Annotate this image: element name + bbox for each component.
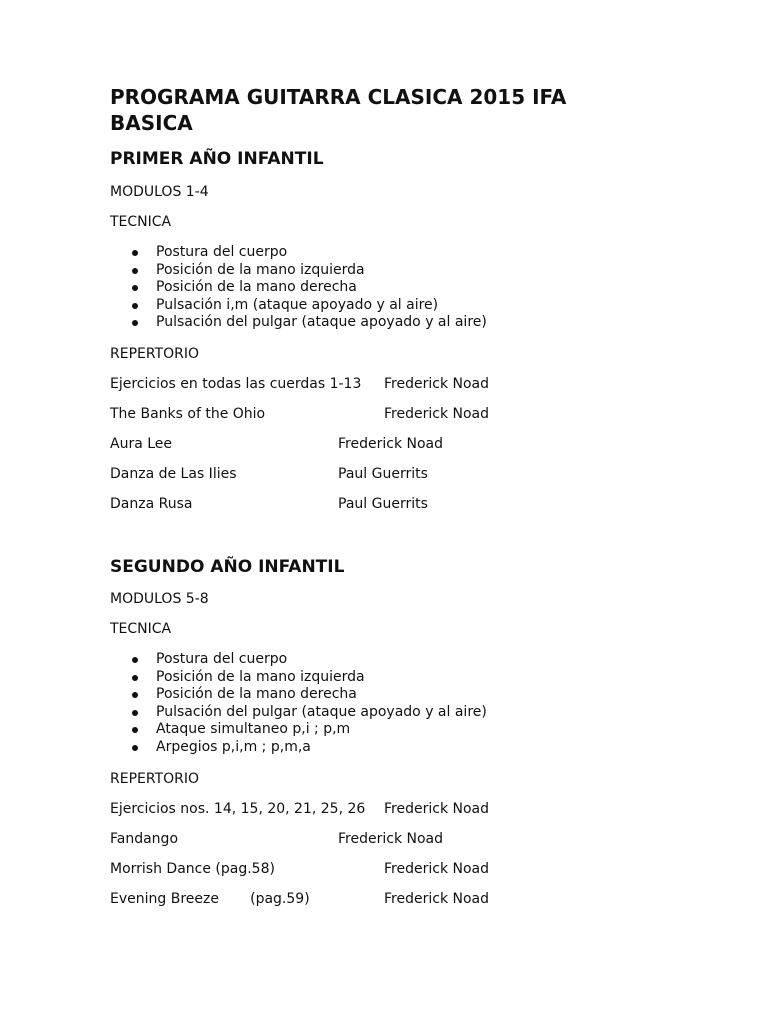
work-title: Aura Lee [110, 436, 173, 452]
work-title: Evening Breeze (pag.59) [110, 891, 310, 907]
bullet-icon [132, 320, 138, 326]
composer-name: Frederick Noad [384, 376, 489, 392]
composer-name: Frederick Noad [384, 861, 489, 877]
repertorio-row [110, 495, 670, 513]
composer-name: Frederick Noad [384, 406, 489, 422]
bullet-icon [132, 710, 138, 716]
work-title: The Banks of the Ohio [110, 406, 266, 422]
repertorio-row [110, 465, 670, 483]
repertorio-label: REPERTORIO [110, 771, 200, 787]
list-item: Arpegios p,i,m ; p,m,a [110, 739, 487, 757]
bullet-icon [132, 745, 138, 751]
work-title: Danza de Las Ilies [110, 466, 237, 482]
list-item: Posición de la mano derecha [110, 686, 487, 704]
tecnica-list [110, 244, 487, 332]
composer-name: Frederick Noad [384, 801, 489, 817]
list-item: Posición de la mano izquierda [110, 262, 487, 280]
repertorio-row [110, 830, 670, 848]
composer-name: Frederick Noad [338, 436, 443, 452]
modulos-label: MODULOS 1-4 [110, 184, 209, 200]
bullet-icon [132, 268, 138, 274]
list-item: Ataque simultaneo p,i ; p,m [110, 721, 487, 739]
section-heading-segundo: SEGUNDO AÑO INFANTIL [110, 557, 345, 577]
work-title: Danza Rusa [110, 496, 193, 512]
list-item: Postura del cuerpo [110, 651, 487, 669]
bullet-icon [132, 727, 138, 733]
list-item: Pulsación del pulgar (ataque apoyado y al aire) [110, 314, 487, 332]
tecnica-label: TECNICA [110, 214, 172, 230]
modulos-label: MODULOS 5-8 [110, 591, 209, 607]
repertorio-row [110, 860, 670, 878]
composer-name: Paul Guerrits [338, 496, 428, 512]
document-title: PROGRAMA GUITARRA CLASICA 2015 IFA BASICA [110, 85, 567, 135]
tecnica-list [110, 651, 487, 756]
work-title: Fandango [110, 831, 179, 847]
work-title: Morrish Dance (pag.58) [110, 861, 275, 877]
list-item: Posición de la mano derecha [110, 279, 487, 297]
bullet-icon [132, 303, 138, 309]
tecnica-label: TECNICA [110, 621, 172, 637]
repertorio-row [110, 800, 670, 818]
list-item: Posición de la mano izquierda [110, 669, 487, 687]
repertorio-row [110, 375, 670, 393]
bullet-icon [132, 675, 138, 681]
repertorio-row [110, 435, 670, 453]
bullet-icon [132, 285, 138, 291]
repertorio-row [110, 890, 670, 908]
composer-name: Paul Guerrits [338, 466, 428, 482]
work-title: Ejercicios nos. 14, 15, 20, 21, 25, 26 [110, 801, 366, 817]
bullet-icon [132, 692, 138, 698]
bullet-icon [132, 657, 138, 663]
bullet-icon [132, 250, 138, 256]
composer-name: Frederick Noad [338, 831, 443, 847]
list-item: Pulsación i,m (ataque apoyado y al aire) [110, 297, 487, 315]
repertorio-row [110, 405, 670, 423]
repertorio-label: REPERTORIO [110, 346, 200, 362]
list-item: Pulsación del pulgar (ataque apoyado y al aire) [110, 704, 487, 722]
section-heading-primer: PRIMER AÑO INFANTIL [110, 149, 324, 169]
composer-name: Frederick Noad [384, 891, 489, 907]
work-title: Ejercicios en todas las cuerdas 1-13 [110, 376, 362, 392]
list-item: Postura del cuerpo [110, 244, 487, 262]
